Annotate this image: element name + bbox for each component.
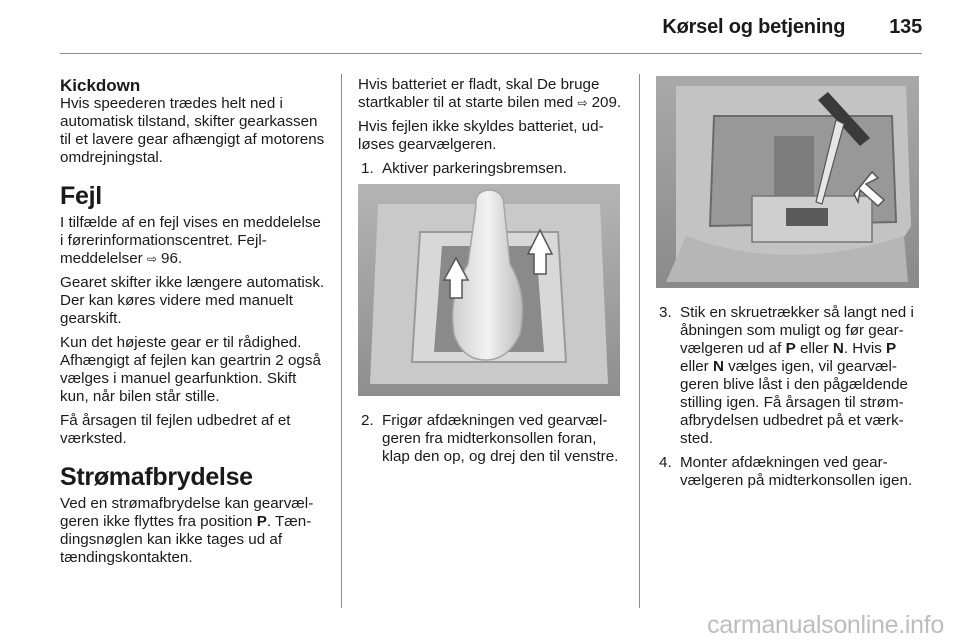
page-reference-arrow-icon: ⇨: [577, 96, 588, 110]
step3-bold-n2: N: [712, 358, 724, 375]
middle-column: [358, 76, 626, 472]
list-item: [656, 454, 920, 490]
kickdown-text: Hvis speederen trædes helt ned i automatisk tilstand, skifter gearkassen til et lavere gear afhængigt af motorens omdrejningstal.: [60, 95, 325, 166]
fejl-p1-text: I tilfælde af en fejl vises en meddelelse i førerinformationscentret. Fejlmeddelelser: [60, 214, 321, 267]
page-reference-arrow-icon: ⇨: [146, 252, 158, 266]
strom-text-b: . Tændingsnøglen kan ikke tages ud af tændingskontakten.: [60, 513, 312, 566]
step3-text-d: eller: [680, 358, 709, 375]
step-number: 2.: [361, 412, 374, 429]
steps-list-c: [656, 304, 920, 490]
fejl-paragraph-2: Gearet skifter ikke længere automatisk. Der kan køres videre med manuelt gearskift.: [60, 274, 325, 327]
kickdown-heading: Kickdown: [60, 76, 141, 95]
step3-text-e: vælges igen, vil gearvælgeren blive låst i den pågældende stilling igen. Få årsagen til strømafbrydelsen udbedret på et værksted.: [680, 358, 908, 447]
step-number: 1.: [361, 160, 374, 177]
steps-list-a: [358, 160, 626, 178]
step3-bold-n: N: [832, 340, 844, 357]
list-item: [358, 160, 626, 178]
step-text: Frigør afdækningen ved gearvælgeren fra midterkonsollen foran, klap den op, og drej den til venstre.: [382, 412, 619, 465]
strom-text-a: Ved en strømafbrydelse kan gearvælgeren ikke flyttes fra position: [60, 495, 314, 530]
steps-list-b: [358, 412, 626, 466]
column-divider-left: [341, 74, 342, 608]
page-header: [662, 16, 922, 39]
gear-selector-illustration: [358, 184, 620, 396]
step3-text-a: Stik en skruetrækker så langt ned i åbningen som muligt og før gearvælgeren ud af: [680, 304, 914, 357]
header-rule: [60, 53, 922, 54]
fejl-paragraph-1: [60, 214, 326, 268]
column-divider-right: [639, 74, 640, 608]
right-column: [656, 76, 920, 496]
step-text: Monter afdækningen ved gearvælgeren på midterkonsollen igen.: [680, 454, 913, 489]
step-number: 3.: [659, 304, 672, 321]
step3-text-b: eller: [799, 340, 829, 357]
fejl-paragraph-3: Kun det højeste gear er til rådighed. Afhængigt af fejlen kan geartrin 2 også vælges i manuel gearfunktion. Skift kun, når bilen står stille.: [60, 334, 321, 405]
fejl-heading: Fejl: [60, 182, 102, 210]
screwdriver-illustration: [656, 76, 919, 288]
fejl-p1-ref: 96.: [161, 250, 183, 267]
battery-ref: 209.: [591, 94, 622, 111]
step-text: Aktiver parkeringsbremsen.: [382, 160, 567, 177]
battery-text: Hvis batteriet er fladt, skal De bruge startkabler til at starte bilen med: [358, 76, 600, 111]
fejl-paragraph-4: Få årsagen til fejlen udbedret af et værksted.: [60, 412, 291, 447]
list-item: [656, 304, 920, 448]
battery-paragraph: [358, 76, 626, 112]
left-column: [60, 76, 326, 573]
step3-bold-p: P: [785, 340, 796, 357]
page-title: Kørsel og betjening: [662, 16, 846, 38]
stromafbrydelse-text: [60, 495, 326, 567]
list-item: [358, 412, 626, 466]
step3-text-c: . Hvis: [843, 340, 882, 357]
page-number: 135: [889, 16, 922, 38]
step-number: 4.: [659, 454, 672, 471]
release-paragraph: Hvis fejlen ikke skyldes batteriet, udløses gearvælgeren.: [358, 118, 604, 153]
watermark: carmanualsonline.info: [707, 611, 944, 639]
step3-bold-p2: P: [886, 340, 897, 357]
strom-bold-p: P: [256, 513, 267, 530]
stromafbrydelse-heading: Strømafbrydelse: [60, 463, 253, 491]
